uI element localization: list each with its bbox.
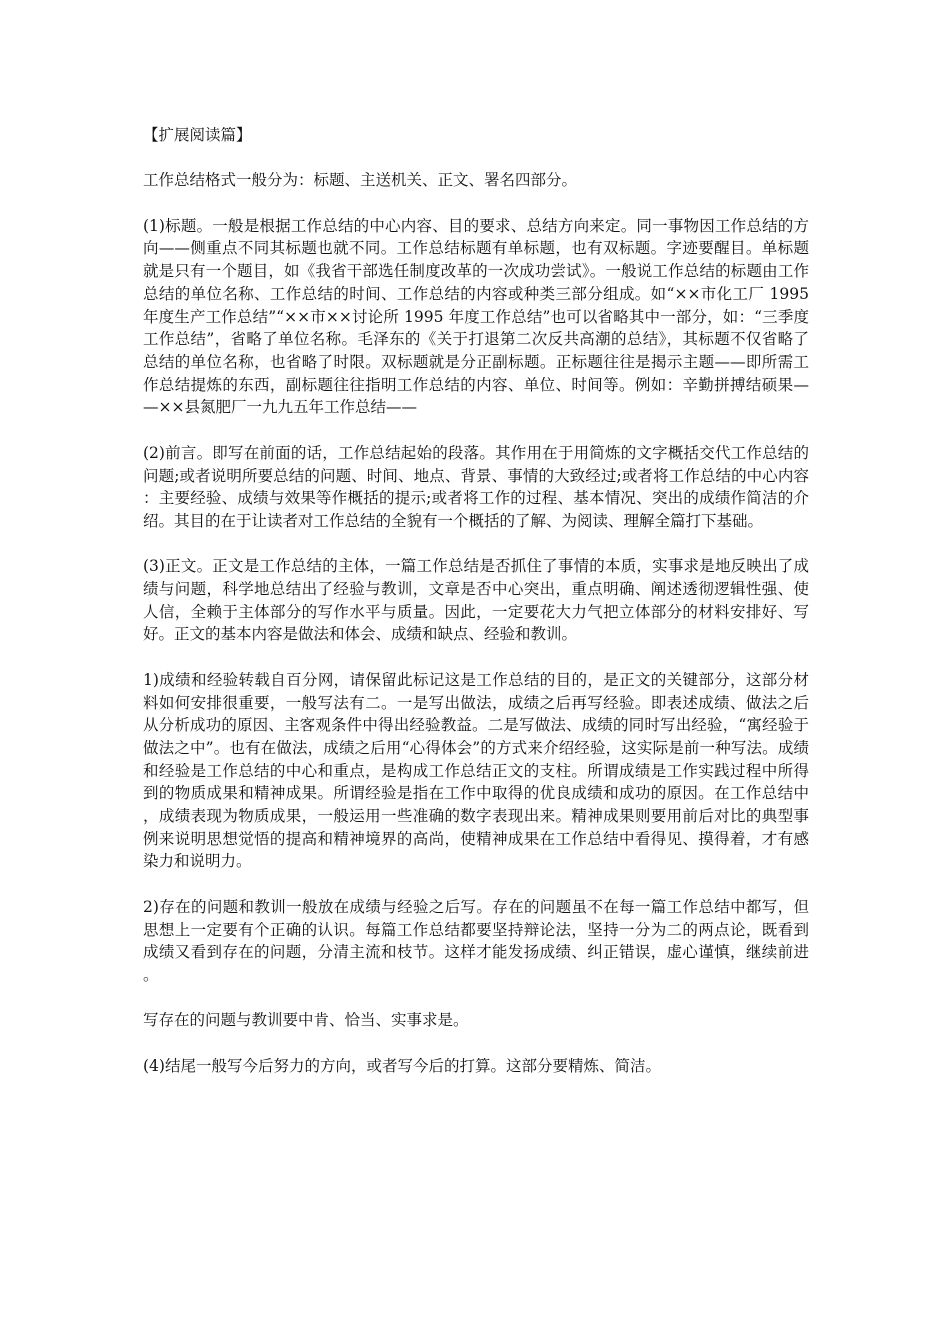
document-body	[143, 124, 809, 1100]
intro-paragraph: 工作总结格式一般分为：标题、主送机关、正文、署名四部分。	[143, 171, 578, 190]
achievements-paragraph: 1)成绩和经验转载自百分网，请保留此标记这是工作总结的目的，是正文的关键部分，这部分材料如何安排很重要，一般写法有二。一是写出做法，成绩之后再写经验。即表述成绩、做法之后从分析成功的原因、主客观条件中得出经验教益。二是写做法、成绩的同时写出经验，“寓经验于做法之中”。也有在做法，成绩之后用“心得体会”的方式来介绍经验，这实际是前一种写法。成绩和经验是工作总结的中心和重点，是构成工作总结正文的支柱。所谓成绩是工作实践过程中所得到的物质成果和精神成果。所谓经验是指在工作中取得的优良成绩和成功的原因。在工作总结中，成绩表现为物质成果，一般运用一些准确的数字表现出来。精神成果则要用前后对比的典型事例来说明思想觉悟的提高和精神境界的高尚，使精神成果在工作总结中看得见、摸得着，才有感染力和说明力。	[143, 670, 809, 871]
problems-note-paragraph: 写存在的问题与教训要中肯、恰当、实事求是。	[143, 1011, 469, 1030]
title-section-paragraph: (1)标题。一般是根据工作总结的中心内容、目的要求、总结方向来定。同一事物因工作总结的方向——侧重点不同其标题也就不同。工作总结标题有单标题，也有双标题。字迹要醒目。单标题就是只有一个题目，如《我省干部选任制度改革的一次成功尝试》。一般说工作总结的标题由工作总结的单位名称、工作总结的时间、工作总结的内容或种类三部分组成。如“××市化工厂 1995 年度生产工作总结”“××市××讨论所 1995 年度工作总结”也可以省略其中一部分，如：“三季度工作总结”，省略了单位名称。毛泽东的《关于打退第二次反共高潮的总结》，其标题不仅省略了总结的单位名称，也省略了时限。双标题就是分正副标题。正标题往往是揭示主题——即所需工作总结提炼的东西，副标题往往指明工作总结的内容、单位、时间等。例如：辛勤拼搏结硕果——××县氮肥厂一九九五年工作总结——	[143, 216, 809, 417]
preface-section-paragraph: (2)前言。即写在前面的话，工作总结起始的段落。其作用在于用简炼的文字概括交代工作总结的问题;或者说明所要总结的问题、时间、地点、背景、事情的大致经过;或者将工作总结的中心内容：主要经验、成绩与效果等作概括的提示;或者将工作的过程、基本情况、突出的成绩作简洁的介绍。其目的在于让读者对工作总结的全貌有一个概括的了解、为阅读、理解全篇打下基础。	[143, 443, 809, 530]
problems-paragraph: 2)存在的问题和教训一般放在成绩与经验之后写。存在的问题虽不在每一篇工作总结中都写，但思想上一定要有个正确的认识。每篇工作总结都要坚持辩论法，坚持一分为二的两点论，既看到成绩又看到存在的问题，分清主流和枝节。这样才能发扬成绩、纠正错误，虚心谨慎，继续前进。	[143, 897, 809, 984]
body-section-paragraph: (3)正文。正文是工作总结的主体，一篇工作总结是否抓住了事情的本质，实事求是地反映出了成绩与问题，科学地总结出了经验与教训，文章是否中心突出，重点明确、阐述透彻逻辑性强、使人信，全赖于主体部分的写作水平与质量。因此，一定要花大力气把立体部分的材料安排好、写好。正文的基本内容是做法和体会、成绩和缺点、经验和教训。	[143, 557, 809, 644]
conclusion-paragraph: (4)结尾一般写今后努力的方向，或者写今后的打算。这部分要精炼、简洁。	[143, 1056, 661, 1075]
section-heading: 【扩展阅读篇】	[143, 126, 252, 144]
